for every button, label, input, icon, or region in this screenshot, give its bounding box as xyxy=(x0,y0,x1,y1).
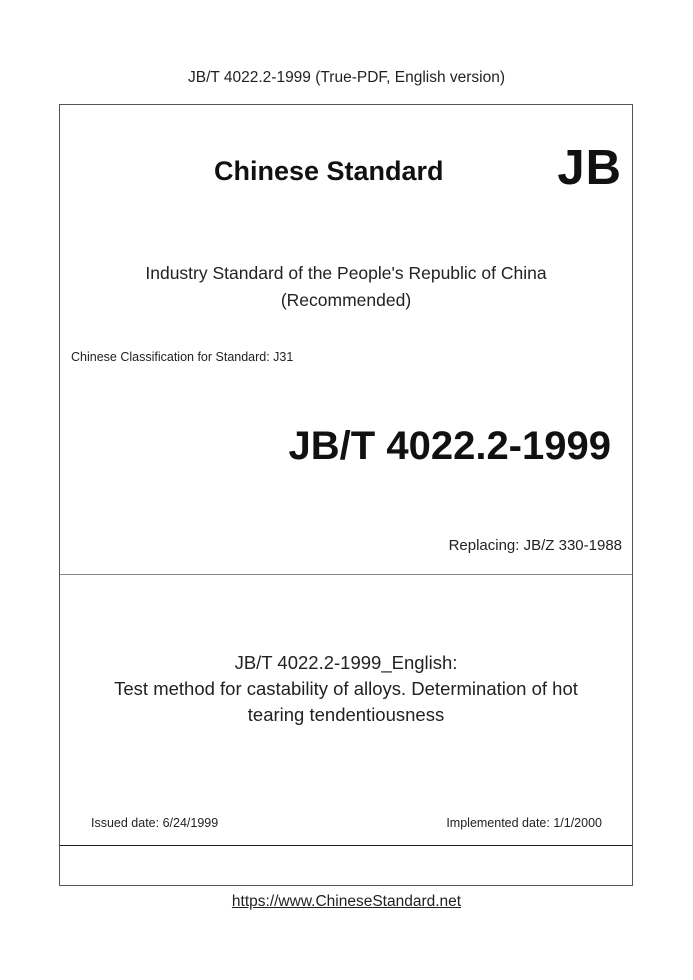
issuer-line: Industry Standard of the People's Republic of China xyxy=(145,263,547,283)
recommended-label: (Recommended) xyxy=(280,290,412,310)
standard-number: JB/T 4022.2-1999 xyxy=(288,424,611,468)
classification-text: Chinese Classification for Standard: J31 xyxy=(71,350,294,364)
title-line: JB/T 4022.2-1999_English: xyxy=(234,652,458,673)
replacing-text: Replacing: JB/Z 330-1988 xyxy=(448,537,622,554)
title-line: Test method for castability of alloys. Determination of hot xyxy=(114,678,578,699)
website-link[interactable]: https://www.ChineseStandard.net xyxy=(231,893,462,910)
bottom-divider xyxy=(60,845,632,846)
jb-logo: JB xyxy=(557,141,622,195)
title-line: tearing tendentiousness xyxy=(247,704,445,725)
standard-title xyxy=(60,650,632,728)
issuer-block xyxy=(60,260,632,314)
cover-frame xyxy=(59,104,633,886)
issued-date: Issued date: 6/24/1999 xyxy=(91,816,219,830)
standard-label: Chinese Standard xyxy=(214,156,444,186)
footer xyxy=(0,893,693,911)
page-header: JB/T 4022.2-1999 (True-PDF, English version) xyxy=(187,69,506,86)
implemented-date: Implemented date: 1/1/2000 xyxy=(446,816,602,830)
section-divider xyxy=(60,574,632,575)
